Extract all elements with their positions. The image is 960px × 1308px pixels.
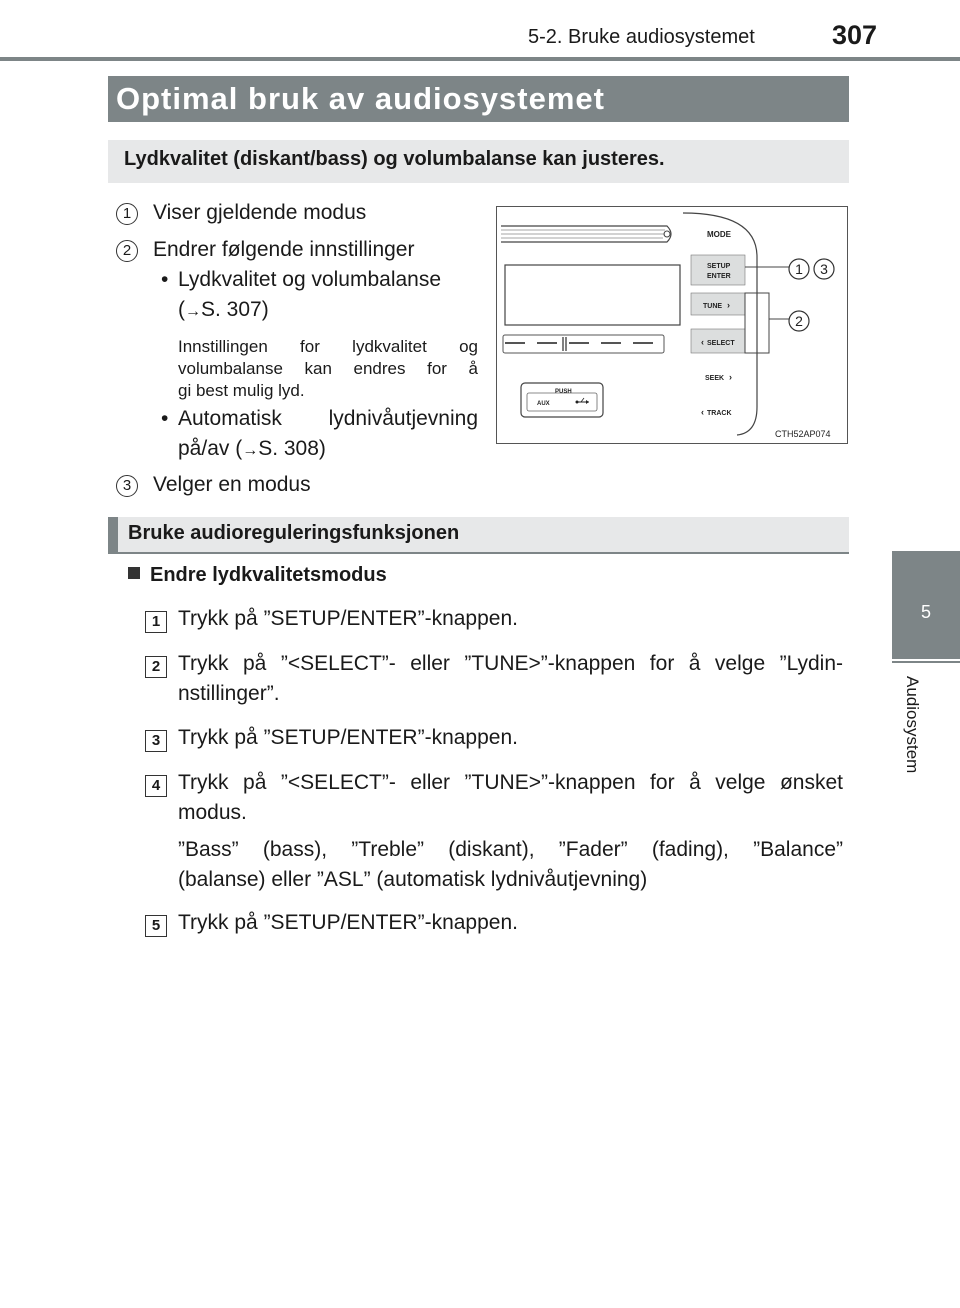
port-push-label: PUSH xyxy=(555,389,572,395)
track-label: TRACK xyxy=(707,410,732,417)
callout-number-3: 3 xyxy=(116,475,138,497)
enter-label: ENTER xyxy=(707,273,731,280)
seek-label: SEEK xyxy=(705,375,725,382)
step-text-4-cont: modus. xyxy=(178,801,247,824)
mode-button-label: MODE xyxy=(707,230,731,239)
callout-text-2: Endrer følgende innstillinger xyxy=(153,238,415,261)
callout-text-1: Viser gjeldende modus xyxy=(153,201,367,224)
section-title: Bruke audioreguleringsfunksjonen xyxy=(128,522,460,544)
section-header: 5-2. Bruke audiosystemet xyxy=(528,26,755,48)
note-line-3: gi best mulig lyd. xyxy=(178,381,305,400)
step-number-4: 4 xyxy=(145,775,167,797)
chapter-label: Audiosystem xyxy=(903,676,922,774)
chevron-left-icon: ‹ xyxy=(701,407,704,417)
intro-text: Lydkvalitet (diskant/bass) og volumbalanse kan justeres. xyxy=(124,148,665,170)
chevron-right-icon: › xyxy=(729,372,732,382)
callout-circle-1-label: 1 xyxy=(795,261,803,277)
select-label: SELECT xyxy=(707,340,735,347)
setup-enter-button xyxy=(691,255,745,285)
page-number: 307 xyxy=(832,20,878,50)
bullet-dot: • xyxy=(161,268,169,291)
callout-text-3: Velger en modus xyxy=(153,473,311,496)
audio-unit-figure xyxy=(496,206,848,444)
callout-number-1: 1 xyxy=(116,203,138,225)
bullet-text-2: Automatisk lydnivåutjevning xyxy=(178,407,478,430)
usb-icon xyxy=(576,398,590,404)
step-text-1: Trykk på ”SETUP/ENTER”-knappen. xyxy=(178,607,518,630)
step-note-4: ”Bass” (bass), ”Treble” (diskant), ”Fader” (fading), ”Balance” xyxy=(178,838,843,861)
callout-number-2: 2 xyxy=(116,240,138,262)
step-number-3: 3 xyxy=(145,730,167,752)
section-accent xyxy=(108,517,118,554)
chapter-number: 5 xyxy=(920,602,931,622)
note-line-2: volumbalanse kan endres for å xyxy=(178,359,478,378)
bullet-text-2-ref: på/av (→S. 308) xyxy=(178,437,326,460)
callout-circle-3-label: 3 xyxy=(820,261,828,277)
callout-circle-2-label: 2 xyxy=(795,313,803,329)
bullet-text-1-ref: (→S. 307) xyxy=(178,298,269,321)
figure-code: CTH52AP074 xyxy=(775,429,831,439)
step-text-3: Trykk på ”SETUP/ENTER”-knappen. xyxy=(178,726,518,749)
subsection-heading: Endre lydkvalitetsmodus xyxy=(128,564,387,587)
tune-label: TUNE xyxy=(703,303,723,310)
port-aux-label: AUX xyxy=(537,401,550,407)
square-bullet-icon xyxy=(128,567,140,579)
note-line-1: Innstillingen for lydkvalitet og xyxy=(178,337,478,356)
setup-label: SETUP xyxy=(707,263,731,270)
chevron-right-icon: › xyxy=(727,300,730,310)
step-text-4: Trykk på ”<SELECT”- eller ”TUNE>”-knappen for å velge ønsket xyxy=(178,771,843,794)
arrow-right-icon: → xyxy=(242,442,259,459)
bullet-dot: • xyxy=(161,407,169,430)
step-number-5: 5 xyxy=(145,915,167,937)
bullet-text-1: Lydkvalitet og volumbalanse xyxy=(178,268,442,291)
page-title: Optimal bruk av audiosystemet xyxy=(116,81,605,116)
header-rule xyxy=(0,57,960,61)
step-text-5: Trykk på ”SETUP/ENTER”-knappen. xyxy=(178,911,518,934)
chevron-left-icon: ‹ xyxy=(701,337,704,347)
step-number-2: 2 xyxy=(145,656,167,678)
step-text-2: Trykk på ”<SELECT”- eller ”TUNE>”-knappen for å velge ”Lydin- xyxy=(178,652,843,675)
step-note-4-cont: (balanse) eller ”ASL” (automatisk lydnivåutjevning) xyxy=(178,868,648,891)
chapter-tab-line xyxy=(892,661,960,663)
step-number-1: 1 xyxy=(145,611,167,633)
step-text-2-cont: nstillinger”. xyxy=(178,682,280,705)
arrow-right-icon: → xyxy=(185,303,201,320)
audio-unit-drawing xyxy=(497,207,847,443)
